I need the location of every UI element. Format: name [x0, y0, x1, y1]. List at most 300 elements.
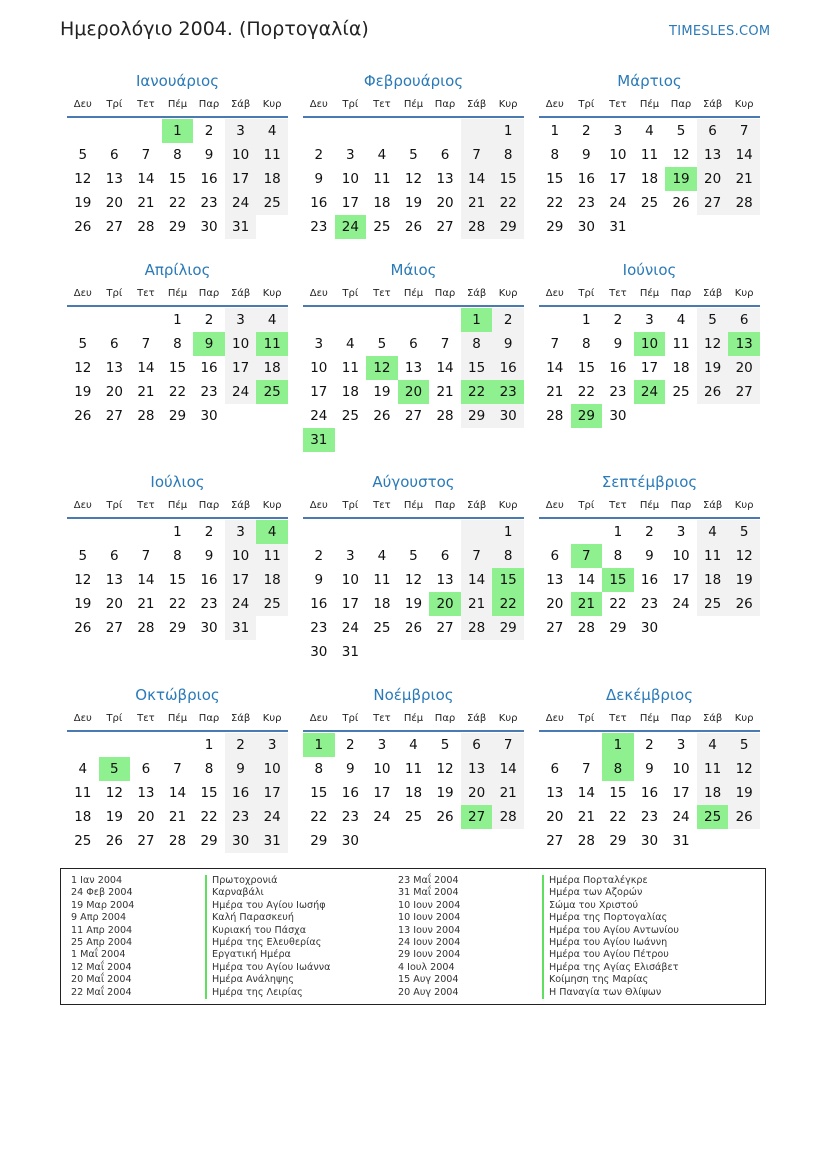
day-cell: 5 — [676, 123, 686, 139]
holiday-day-cell: 22 — [461, 380, 493, 404]
weekday-label: Δευ — [309, 500, 328, 511]
day-cell: 2 — [346, 737, 355, 753]
day-cell: 17 — [225, 167, 257, 191]
weekday-label: Παρ — [198, 713, 220, 724]
day-cell: 18 — [640, 171, 659, 187]
day-cell: 25 — [640, 195, 659, 211]
day-cell: 11 — [341, 360, 359, 376]
holiday-day-cell: 25 — [697, 805, 729, 829]
day-cell: 25 — [373, 219, 391, 235]
day-cell: 1 — [492, 520, 524, 544]
day-cell: 26 — [373, 408, 391, 424]
day-cell: 22 — [310, 809, 328, 825]
day-cell: 3 — [346, 548, 355, 564]
day-cell: 8 — [492, 143, 524, 167]
day-cell: 15 — [546, 171, 564, 187]
day-cell: 23 — [310, 219, 328, 235]
legend-holiday-name: Ημέρα του Αγίου Ιωάννα — [205, 962, 330, 974]
day-cell: 6 — [409, 336, 418, 352]
day-cell: 14 — [436, 360, 454, 376]
day-cell: 6 — [110, 336, 119, 352]
day-cell: 18 — [672, 360, 690, 376]
day-cell: 9 — [645, 548, 654, 564]
day-cell: 5 — [728, 733, 760, 757]
weekday-label: Σάβ — [230, 500, 251, 511]
day-cell: 10 — [225, 143, 257, 167]
day-cell: 8 — [173, 548, 182, 564]
day-cell: 14 — [728, 143, 760, 167]
day-cell: 13 — [546, 572, 564, 588]
month-block — [539, 682, 760, 853]
day-cell: 21 — [577, 809, 595, 825]
day-cell: 17 — [640, 360, 659, 376]
day-cell: 2 — [204, 312, 214, 328]
day-cell: 12 — [728, 544, 760, 568]
day-cell: 31 — [225, 616, 257, 640]
day-cell: 11 — [697, 544, 729, 568]
day-cell: 30 — [200, 620, 218, 636]
day-cell: 15 — [310, 785, 328, 801]
weekday-header — [67, 285, 288, 307]
day-grid — [67, 308, 288, 428]
day-cell: 5 — [440, 737, 450, 753]
day-cell: 7 — [141, 147, 151, 163]
day-cell: 21 — [137, 596, 155, 612]
day-cell: 19 — [105, 809, 123, 825]
day-cell: 25 — [256, 592, 288, 616]
day-cell: 11 — [640, 147, 659, 163]
day-cell: 4 — [346, 336, 355, 352]
day-cell: 31 — [341, 644, 359, 660]
day-cell: 5 — [728, 520, 760, 544]
day-cell: 16 — [200, 572, 218, 588]
day-cell: 28 — [461, 215, 493, 239]
empty-cell — [398, 520, 430, 544]
day-cell: 23 — [640, 809, 659, 825]
day-cell: 26 — [728, 805, 760, 829]
weekday-label: Σάβ — [230, 99, 251, 110]
day-cell: 18 — [697, 781, 729, 805]
day-cell: 15 — [168, 572, 187, 588]
month-name: Απρίλιος — [144, 261, 211, 279]
weekday-label: Δευ — [545, 288, 564, 299]
weekday-label: Πέμ — [403, 500, 424, 511]
legend-holiday-name: Ημέρα του Αγίου Αντωνίου — [542, 925, 679, 937]
day-cell: 21 — [461, 191, 493, 215]
day-cell: 24 — [672, 596, 690, 612]
weekday-label: Τρί — [578, 500, 595, 511]
empty-cell — [162, 733, 194, 757]
day-cell: 1 — [173, 524, 182, 540]
day-cell: 8 — [173, 336, 182, 352]
site-link[interactable]: TIMESLES.COM — [669, 24, 771, 39]
day-cell: 22 — [168, 384, 187, 400]
weekday-label: Παρ — [434, 288, 456, 299]
weekday-label: Δευ — [309, 99, 328, 110]
holiday-day-cell: 1 — [162, 119, 194, 143]
day-cell: 12 — [728, 757, 760, 781]
day-cell: 30 — [577, 219, 595, 235]
weekday-label: Σάβ — [702, 288, 723, 299]
legend-holiday-name: Κυριακή του Πάσχα — [205, 925, 330, 937]
day-cell: 11 — [404, 761, 423, 777]
legend-date: 31 Μαΐ 2004 — [398, 887, 459, 899]
day-cell: 22 — [200, 809, 218, 825]
day-cell: 15 — [492, 167, 524, 191]
day-cell: 11 — [373, 171, 391, 187]
day-cell: 24 — [225, 592, 257, 616]
day-cell: 22 — [609, 596, 627, 612]
day-cell: 11 — [672, 336, 690, 352]
day-cell: 3 — [225, 119, 257, 143]
day-cell: 23 — [609, 384, 627, 400]
day-cell: 16 — [310, 195, 328, 211]
day-cell: 10 — [256, 757, 288, 781]
legend-date: 25 Απρ 2004 — [71, 936, 133, 948]
day-cell: 10 — [672, 548, 690, 564]
day-cell: 4 — [256, 308, 288, 332]
day-cell: 31 — [256, 829, 288, 853]
empty-cell — [571, 733, 603, 757]
holiday-day-cell: 7 — [571, 544, 603, 568]
weekday-label: Δευ — [73, 500, 92, 511]
day-cell: 20 — [728, 356, 760, 380]
day-cell: 21 — [137, 384, 155, 400]
holiday-day-cell: 10 — [634, 332, 666, 356]
day-cell: 17 — [672, 572, 690, 588]
day-cell: 13 — [436, 572, 454, 588]
legend-date: 19 Μαρ 2004 — [71, 899, 135, 911]
day-cell: 15 — [200, 785, 218, 801]
legend-holiday-name: Σώμα του Χριστού — [542, 900, 679, 912]
day-cell: 9 — [346, 761, 355, 777]
weekday-label: Τρί — [342, 99, 359, 110]
weekday-label: Πέμ — [167, 288, 188, 299]
weekday-label: Κυρ — [498, 288, 518, 299]
day-cell: 13 — [137, 785, 155, 801]
holiday-day-cell: 1 — [461, 308, 493, 332]
day-cell: 11 — [697, 757, 729, 781]
day-cell: 18 — [697, 568, 729, 592]
holiday-day-cell: 11 — [256, 332, 288, 356]
legend-holiday-name: Ημέρα του Αγίου Ιωάννη — [542, 937, 679, 949]
legend-names-column-2 — [542, 875, 679, 999]
day-cell: 9 — [204, 147, 214, 163]
day-cell: 18 — [256, 167, 288, 191]
day-cell: 4 — [409, 737, 418, 753]
day-cell: 15 — [168, 171, 187, 187]
day-cell: 27 — [105, 219, 123, 235]
day-cell: 30 — [640, 620, 659, 636]
legend-dates-column-2 — [398, 875, 460, 999]
month-block — [539, 257, 760, 428]
weekday-label: Πέμ — [639, 500, 660, 511]
day-cell: 19 — [697, 356, 729, 380]
day-cell: 7 — [141, 548, 151, 564]
day-cell: 23 — [200, 596, 218, 612]
day-cell: 14 — [461, 167, 493, 191]
day-cell: 8 — [314, 761, 324, 777]
day-cell: 17 — [225, 356, 257, 380]
weekday-label: Πέμ — [639, 288, 660, 299]
day-cell: 14 — [137, 171, 155, 187]
day-cell: 26 — [728, 592, 760, 616]
day-cell: 20 — [546, 596, 564, 612]
empty-cell — [99, 308, 131, 332]
day-cell: 29 — [492, 215, 524, 239]
weekday-label: Δευ — [309, 288, 328, 299]
weekday-label: Τρί — [106, 713, 123, 724]
day-cell: 29 — [461, 404, 493, 428]
day-cell: 12 — [74, 572, 92, 588]
month-name: Σεπτέμβριος — [601, 473, 698, 491]
day-cell: 26 — [74, 620, 92, 636]
day-cell: 18 — [256, 356, 288, 380]
legend-holiday-name: Ημέρα Ανάληψης — [205, 974, 330, 986]
day-cell: 26 — [74, 408, 92, 424]
weekday-label: Τετ — [609, 713, 627, 724]
day-grid — [539, 119, 760, 239]
day-cell: 16 — [200, 171, 218, 187]
weekday-label: Παρ — [198, 288, 220, 299]
weekday-label: Παρ — [670, 288, 692, 299]
legend-date: 24 Ιουν 2004 — [398, 936, 461, 948]
weekday-label: Πέμ — [639, 99, 660, 110]
day-cell: 2 — [492, 308, 524, 332]
day-cell: 17 — [225, 568, 257, 592]
day-cell: 25 — [74, 833, 92, 849]
empty-cell — [461, 119, 493, 143]
day-cell: 12 — [74, 171, 92, 187]
weekday-label: Παρ — [434, 500, 456, 511]
legend-holiday-name: Εργατική Ημέρα — [205, 949, 330, 961]
day-cell: 15 — [461, 356, 493, 380]
day-cell: 6 — [550, 548, 560, 564]
day-cell: 3 — [676, 737, 686, 753]
day-cell: 19 — [436, 785, 454, 801]
legend-date: 20 Μαΐ 2004 — [71, 974, 132, 986]
legend-date: 22 Μαΐ 2004 — [71, 986, 132, 998]
day-cell: 28 — [137, 219, 155, 235]
holiday-day-cell: 19 — [665, 167, 697, 191]
month-name: Ιούνιος — [622, 261, 677, 279]
day-cell: 7 — [728, 119, 760, 143]
legend-holiday-name: Ημέρα της Πορτογαλίας — [542, 912, 679, 924]
day-cell: 23 — [225, 805, 257, 829]
day-cell: 24 — [225, 191, 257, 215]
day-cell: 21 — [728, 167, 760, 191]
day-cell: 13 — [546, 785, 564, 801]
day-cell: 25 — [404, 809, 423, 825]
day-cell: 19 — [74, 384, 92, 400]
day-cell: 13 — [105, 572, 123, 588]
day-cell: 20 — [546, 809, 564, 825]
day-cell: 29 — [609, 833, 627, 849]
day-cell: 5 — [409, 548, 418, 564]
weekday-label: Πέμ — [403, 713, 424, 724]
weekday-label: Τρί — [578, 713, 595, 724]
empty-cell — [335, 119, 367, 143]
day-cell: 9 — [204, 548, 214, 564]
day-cell: 6 — [440, 548, 450, 564]
day-cell: 22 — [577, 384, 595, 400]
day-cell: 9 — [314, 171, 324, 187]
day-cell: 26 — [697, 380, 729, 404]
holiday-day-cell: 1 — [602, 733, 634, 757]
day-grid — [67, 520, 288, 640]
legend-date: 4 Ιουλ 2004 — [398, 961, 455, 973]
day-cell: 17 — [672, 785, 690, 801]
day-cell: 14 — [137, 360, 155, 376]
weekday-label: Δευ — [73, 713, 92, 724]
weekday-label: Παρ — [670, 99, 692, 110]
holiday-day-cell: 20 — [398, 380, 430, 404]
day-cell: 29 — [200, 833, 218, 849]
day-cell: 30 — [225, 829, 257, 853]
day-grid — [303, 119, 524, 239]
day-cell: 4 — [697, 520, 729, 544]
day-cell: 4 — [697, 733, 729, 757]
month-name: Ιανουάριος — [135, 72, 219, 90]
empty-cell — [398, 119, 430, 143]
day-cell: 20 — [436, 195, 454, 211]
day-cell: 19 — [404, 195, 423, 211]
weekday-header — [67, 497, 288, 519]
weekday-header — [67, 96, 288, 118]
weekday-label: Σάβ — [230, 288, 251, 299]
day-cell: 29 — [168, 408, 187, 424]
day-cell: 28 — [492, 805, 524, 829]
day-cell: 28 — [436, 408, 454, 424]
weekday-label: Τρί — [578, 288, 595, 299]
day-cell: 16 — [609, 360, 627, 376]
day-cell: 9 — [314, 572, 324, 588]
day-cell: 24 — [609, 195, 627, 211]
day-cell: 4 — [676, 312, 686, 328]
holiday-day-cell: 8 — [602, 757, 634, 781]
weekday-label: Κυρ — [734, 99, 754, 110]
empty-cell — [67, 119, 99, 143]
legend-date: 12 Μαΐ 2004 — [71, 961, 132, 973]
day-cell: 7 — [173, 761, 182, 777]
month-name: Μάιος — [390, 261, 437, 279]
empty-cell — [539, 520, 571, 544]
day-cell: 11 — [256, 143, 288, 167]
empty-cell — [539, 733, 571, 757]
empty-cell — [366, 520, 398, 544]
day-cell: 15 — [168, 360, 187, 376]
day-cell: 29 — [168, 620, 187, 636]
day-grid — [539, 308, 760, 428]
day-cell: 14 — [577, 785, 595, 801]
day-cell: 7 — [550, 336, 560, 352]
empty-cell — [303, 308, 335, 332]
day-cell: 23 — [200, 384, 218, 400]
day-cell: 30 — [492, 404, 524, 428]
empty-cell — [67, 520, 99, 544]
day-cell: 29 — [310, 833, 328, 849]
day-cell: 25 — [341, 408, 359, 424]
day-cell: 16 — [492, 356, 524, 380]
weekday-header — [303, 710, 524, 732]
day-cell: 27 — [436, 620, 454, 636]
day-cell: 8 — [550, 147, 560, 163]
day-cell: 30 — [341, 833, 359, 849]
day-cell: 4 — [377, 548, 387, 564]
day-cell: 13 — [461, 757, 493, 781]
day-cell: 31 — [672, 833, 690, 849]
day-cell: 2 — [204, 123, 214, 139]
weekday-label: Κυρ — [734, 713, 754, 724]
day-grid — [303, 520, 524, 664]
page-title: Ημερολόγιο 2004. (Πορτογαλία) — [60, 18, 369, 40]
day-cell: 23 — [577, 195, 595, 211]
month-block — [67, 257, 288, 428]
day-cell: 19 — [74, 195, 92, 211]
day-cell: 15 — [577, 360, 595, 376]
day-cell: 4 — [645, 123, 654, 139]
day-cell: 16 — [341, 785, 359, 801]
day-cell: 25 — [256, 191, 288, 215]
day-cell: 23 — [640, 596, 659, 612]
day-cell: 27 — [697, 191, 729, 215]
holiday-legend — [60, 868, 766, 1005]
day-cell: 8 — [173, 147, 182, 163]
empty-cell — [429, 520, 461, 544]
day-cell: 3 — [225, 308, 257, 332]
weekday-label: Δευ — [309, 713, 328, 724]
holiday-day-cell: 29 — [571, 404, 603, 428]
day-cell: 26 — [672, 195, 690, 211]
day-cell: 28 — [137, 620, 155, 636]
day-cell: 17 — [609, 171, 627, 187]
day-cell: 10 — [225, 544, 257, 568]
day-cell: 9 — [613, 336, 623, 352]
holiday-day-cell: 13 — [728, 332, 760, 356]
weekday-label: Πέμ — [167, 500, 188, 511]
day-cell: 31 — [609, 219, 627, 235]
day-cell: 7 — [582, 761, 591, 777]
day-cell: 1 — [550, 123, 560, 139]
legend-date: 10 Ιουν 2004 — [398, 899, 461, 911]
day-cell: 2 — [613, 312, 623, 328]
day-cell: 10 — [672, 761, 690, 777]
weekday-label: Παρ — [670, 713, 692, 724]
day-cell: 21 — [492, 781, 524, 805]
month-block — [303, 257, 524, 452]
empty-cell — [130, 733, 162, 757]
day-grid — [67, 733, 288, 853]
day-cell: 29 — [492, 616, 524, 640]
legend-holiday-name: Ημέρα της Λειρίας — [205, 987, 330, 999]
weekday-label: Κυρ — [498, 500, 518, 511]
day-cell: 1 — [173, 312, 182, 328]
weekday-label: Τρί — [106, 99, 123, 110]
day-cell: 30 — [310, 644, 328, 660]
day-cell: 12 — [404, 171, 423, 187]
day-cell: 19 — [74, 596, 92, 612]
weekday-label: Παρ — [434, 99, 456, 110]
day-cell: 14 — [168, 785, 187, 801]
holiday-day-cell: 24 — [335, 215, 367, 239]
day-cell: 17 — [373, 785, 391, 801]
day-cell: 27 — [404, 408, 423, 424]
day-cell: 17 — [341, 195, 359, 211]
day-cell: 18 — [341, 384, 359, 400]
weekday-label: Τετ — [137, 713, 155, 724]
day-cell: 2 — [645, 737, 654, 753]
empty-cell — [130, 520, 162, 544]
